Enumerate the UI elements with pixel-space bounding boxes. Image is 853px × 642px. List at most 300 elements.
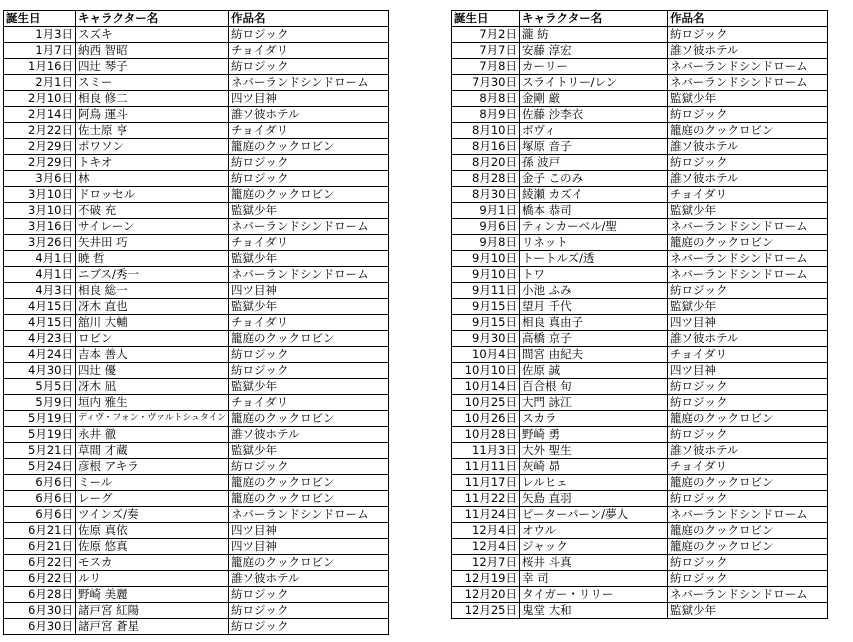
work-cell: 誰ソ彼ホテル: [228, 107, 388, 123]
birthday-cell: 2月1日: [4, 75, 76, 91]
birthday-cell: 10月14日: [452, 379, 520, 395]
character-cell: 暁 哲: [76, 251, 229, 267]
character-cell: 四辻 優: [76, 363, 229, 379]
work-cell: 監獄少年: [668, 203, 828, 219]
birthday-cell: 9月30日: [452, 331, 520, 347]
character-cell: ドロッセル: [76, 187, 229, 203]
table-row: [452, 411, 828, 427]
work-cell: ネバーランドシンドローム: [668, 219, 828, 235]
table-row: [452, 443, 828, 459]
table-row: [4, 411, 389, 427]
birthday-cell: 6月28日: [4, 587, 76, 603]
character-cell: 林: [76, 171, 229, 187]
work-cell: ネバーランドシンドローム: [668, 75, 828, 91]
work-cell: 誰ソ彼ホテル: [668, 331, 828, 347]
table-row: [452, 267, 828, 283]
work-cell: 紡ロジック: [668, 395, 828, 411]
work-cell: 誰ソ彼ホテル: [668, 43, 828, 59]
header-date: 誕生日: [4, 11, 76, 27]
character-cell: ジャック: [520, 539, 668, 555]
birthday-cell: 8月30日: [452, 187, 520, 203]
character-cell: スミー: [76, 75, 229, 91]
work-cell: ネバーランドシンドローム: [668, 587, 828, 603]
character-cell: 孫 波戸: [520, 155, 668, 171]
birthday-cell: 8月28日: [452, 171, 520, 187]
character-cell: トワ: [520, 267, 668, 283]
work-cell: ネバーランドシンドローム: [228, 267, 388, 283]
birthday-cell: 7月30日: [452, 75, 520, 91]
birthday-cell: 10月25日: [452, 395, 520, 411]
birthday-cell: 9月10日: [452, 267, 520, 283]
character-cell: 冴木 凪: [76, 379, 229, 395]
work-cell: 紡ロジック: [228, 171, 388, 187]
work-cell: 籠庭のクックロビン: [668, 539, 828, 555]
birthday-cell: 11月17日: [452, 475, 520, 491]
character-cell: レルヒェ: [520, 475, 668, 491]
birthday-cell: 11月24日: [452, 507, 520, 523]
character-cell: 納西 智昭: [76, 43, 229, 59]
birthday-cell: 6月6日: [4, 475, 76, 491]
table-row: [452, 347, 828, 363]
birthday-cell: 6月22日: [4, 555, 76, 571]
birthday-cell: 4月1日: [4, 267, 76, 283]
table-row: [4, 459, 389, 475]
table-row: [452, 363, 828, 379]
table-row: [4, 123, 389, 139]
work-cell: 監獄少年: [228, 251, 388, 267]
birthday-cell: 5月19日: [4, 411, 76, 427]
birthday-cell: 11月11日: [452, 459, 520, 475]
work-cell: ネバーランドシンドローム: [668, 59, 828, 75]
birthday-cell: 8月8日: [452, 91, 520, 107]
birthday-cell: 4月3日: [4, 283, 76, 299]
character-cell: 金剛 厳: [520, 91, 668, 107]
character-cell: 矢井田 巧: [76, 235, 229, 251]
table-row: [4, 555, 389, 571]
work-cell: 紡ロジック: [668, 427, 828, 443]
character-cell: 望月 千代: [520, 299, 668, 315]
table-row: [4, 139, 389, 155]
table-row: [452, 91, 828, 107]
work-cell: 四ツ目神: [228, 539, 388, 555]
character-cell: 舘川 大輔: [76, 315, 229, 331]
work-cell: 籠庭のクックロビン: [668, 411, 828, 427]
work-cell: 監獄少年: [228, 379, 388, 395]
birthday-cell: 6月21日: [4, 539, 76, 555]
work-cell: ネバーランドシンドローム: [668, 251, 828, 267]
character-cell: 安藤 淳宏: [520, 43, 668, 59]
character-cell: 佐原 悠真: [76, 539, 229, 555]
work-cell: 誰ソ彼ホテル: [228, 571, 388, 587]
character-cell: 野崎 勇: [520, 427, 668, 443]
birthday-cell: 4月24日: [4, 347, 76, 363]
birthday-cell: 3月10日: [4, 203, 76, 219]
birthday-cell: 12月25日: [452, 603, 520, 619]
character-cell: スズキ: [76, 27, 229, 43]
work-cell: 籠庭のクックロビン: [668, 235, 828, 251]
work-cell: ネバーランドシンドローム: [228, 75, 388, 91]
character-cell: 野崎 美麗: [76, 587, 229, 603]
work-cell: 紡ロジック: [228, 27, 388, 43]
header-row: [4, 11, 389, 27]
birthday-cell: 9月10日: [452, 251, 520, 267]
header-date: 誕生日: [452, 11, 520, 27]
table-row: [452, 187, 828, 203]
character-cell: 草間 才蔵: [76, 443, 229, 459]
birthday-cell: 7月7日: [452, 43, 520, 59]
birthday-cell: 2月10日: [4, 91, 76, 107]
birthday-cell: 8月16日: [452, 139, 520, 155]
character-cell: 永井 徹: [76, 427, 229, 443]
table-row: [4, 27, 389, 43]
birthday-cell: 7月8日: [452, 59, 520, 75]
work-cell: チョイダリ: [228, 123, 388, 139]
character-cell: 灰崎 昴: [520, 459, 668, 475]
birthday-cell: 8月10日: [452, 123, 520, 139]
birthday-cell: 5月19日: [4, 427, 76, 443]
birthday-cell: 5月21日: [4, 443, 76, 459]
table-row: [452, 139, 828, 155]
table-row: [4, 619, 389, 635]
character-cell: 諸戸宮 蒼星: [76, 619, 229, 635]
birthday-cell: 12月7日: [452, 555, 520, 571]
birthday-cell: 12月4日: [452, 539, 520, 555]
birthday-cell: 11月3日: [452, 443, 520, 459]
table-row: [4, 235, 389, 251]
character-cell: レーグ: [76, 491, 229, 507]
character-cell: 相良 真由子: [520, 315, 668, 331]
character-cell: 佐原 誠: [520, 363, 668, 379]
work-cell: 籠庭のクックロビン: [228, 555, 388, 571]
work-cell: 紡ロジック: [228, 603, 388, 619]
table-row: [4, 539, 389, 555]
character-cell: 橋本 恭司: [520, 203, 668, 219]
character-cell: トートルズ/透: [520, 251, 668, 267]
work-cell: 紡ロジック: [668, 491, 828, 507]
work-cell: チョイダリ: [668, 347, 828, 363]
work-cell: 四ツ目神: [228, 91, 388, 107]
birthday-cell: 1月7日: [4, 43, 76, 59]
birthday-cell: 8月20日: [452, 155, 520, 171]
birthday-table-right: [451, 10, 828, 619]
table-row: [4, 107, 389, 123]
header-row: [452, 11, 828, 27]
character-cell: ポワソン: [76, 139, 229, 155]
work-cell: 紡ロジック: [228, 59, 388, 75]
birthday-cell: 6月6日: [4, 491, 76, 507]
table-row: [452, 235, 828, 251]
work-cell: 四ツ目神: [668, 315, 828, 331]
work-cell: チョイダリ: [668, 187, 828, 203]
table-row: [452, 219, 828, 235]
work-cell: 監獄少年: [668, 91, 828, 107]
work-cell: 紡ロジック: [668, 555, 828, 571]
character-cell: ツインズ/奏: [76, 507, 229, 523]
table-row: [4, 491, 389, 507]
work-cell: 誰ソ彼ホテル: [668, 139, 828, 155]
birthday-cell: 2月29日: [4, 139, 76, 155]
birthday-cell: 6月30日: [4, 603, 76, 619]
work-cell: 籠庭のクックロビン: [668, 523, 828, 539]
character-cell: 間宮 由紀夫: [520, 347, 668, 363]
table-row: [4, 43, 389, 59]
table-row: [4, 299, 389, 315]
table-row: [4, 171, 389, 187]
work-cell: 籠庭のクックロビン: [668, 123, 828, 139]
birthday-cell: 3月26日: [4, 235, 76, 251]
work-cell: 籠庭のクックロビン: [228, 331, 388, 347]
table-row: [452, 571, 828, 587]
table-row: [452, 123, 828, 139]
work-cell: 紡ロジック: [668, 107, 828, 123]
table-row: [4, 523, 389, 539]
birthday-cell: 9月11日: [452, 283, 520, 299]
work-cell: 紡ロジック: [228, 619, 388, 635]
birthday-cell: 6月22日: [4, 571, 76, 587]
birthday-cell: 8月9日: [452, 107, 520, 123]
table-row: [452, 539, 828, 555]
character-cell: 吉本 善人: [76, 347, 229, 363]
table-row: [4, 427, 389, 443]
character-cell: 阿鳥 運斗: [76, 107, 229, 123]
character-cell: ニブス/秀一: [76, 267, 229, 283]
birthday-cell: 3月10日: [4, 187, 76, 203]
character-cell: ルリ: [76, 571, 229, 587]
table-row: [452, 75, 828, 91]
character-cell: 高橋 京子: [520, 331, 668, 347]
table-row: [4, 475, 389, 491]
character-cell: 矢島 直羽: [520, 491, 668, 507]
birthday-cell: 3月16日: [4, 219, 76, 235]
table-row: [4, 507, 389, 523]
character-cell: 四辻 琴子: [76, 59, 229, 75]
work-cell: 紡ロジック: [228, 587, 388, 603]
work-cell: 籠庭のクックロビン: [228, 411, 388, 427]
table-row: [4, 603, 389, 619]
character-cell: ティンカーベル/聖: [520, 219, 668, 235]
birthday-cell: 2月22日: [4, 123, 76, 139]
character-cell: タイガー・リリー: [520, 587, 668, 603]
birthday-cell: 5月9日: [4, 395, 76, 411]
work-cell: 紡ロジック: [668, 379, 828, 395]
table-row: [452, 587, 828, 603]
birthday-cell: 2月14日: [4, 107, 76, 123]
table-row: [4, 251, 389, 267]
character-cell: ロビン: [76, 331, 229, 347]
birthday-cell: 12月4日: [452, 523, 520, 539]
character-cell: スライトリー/レン: [520, 75, 668, 91]
work-cell: 紡ロジック: [668, 27, 828, 43]
work-cell: 四ツ目神: [228, 523, 388, 539]
birthday-cell: 4月30日: [4, 363, 76, 379]
birthday-cell: 1月3日: [4, 27, 76, 43]
work-cell: 紡ロジック: [668, 571, 828, 587]
work-cell: 籠庭のクックロビン: [228, 139, 388, 155]
birthday-cell: 12月20日: [452, 587, 520, 603]
work-cell: 監獄少年: [228, 203, 388, 219]
header-character: キャラクター名: [520, 11, 668, 27]
work-cell: ネバーランドシンドローム: [228, 507, 388, 523]
table-row: [4, 59, 389, 75]
birthday-cell: 5月5日: [4, 379, 76, 395]
table-row: [452, 331, 828, 347]
table-row: [4, 155, 389, 171]
character-cell: ピーターパーン/夢人: [520, 507, 668, 523]
table-row: [452, 203, 828, 219]
table-row: [452, 379, 828, 395]
character-cell: 小池 ふみ: [520, 283, 668, 299]
birthday-cell: 9月1日: [452, 203, 520, 219]
character-cell: ディヴ・フォン・ヴァルトシュタイン: [76, 411, 229, 427]
character-cell: トキオ: [76, 155, 229, 171]
table-row: [452, 491, 828, 507]
birthday-cell: 11月22日: [452, 491, 520, 507]
character-cell: 相良 修二: [76, 91, 229, 107]
table-row: [4, 187, 389, 203]
birthday-cell: 9月15日: [452, 315, 520, 331]
character-cell: 彦根 アキラ: [76, 459, 229, 475]
work-cell: チョイダリ: [228, 315, 388, 331]
birthday-cell: 10月28日: [452, 427, 520, 443]
birthday-cell: 4月15日: [4, 299, 76, 315]
birthday-cell: 3月6日: [4, 171, 76, 187]
work-cell: ネバーランドシンドローム: [668, 507, 828, 523]
birthday-cell: 9月15日: [452, 299, 520, 315]
work-cell: 四ツ目神: [228, 283, 388, 299]
table-row: [4, 379, 389, 395]
birthday-cell: 6月6日: [4, 507, 76, 523]
table-row: [4, 219, 389, 235]
character-cell: 大外 聖生: [520, 443, 668, 459]
character-cell: 佐原 真依: [76, 523, 229, 539]
character-cell: 瀧 紡: [520, 27, 668, 43]
work-cell: 紡ロジック: [228, 347, 388, 363]
table-row: [452, 107, 828, 123]
table-row: [4, 91, 389, 107]
character-cell: 桜井 斗真: [520, 555, 668, 571]
character-cell: 金子 このみ: [520, 171, 668, 187]
table-row: [4, 347, 389, 363]
birthday-table-left: [3, 10, 389, 635]
birthday-cell: 9月8日: [452, 235, 520, 251]
character-cell: 塚原 音子: [520, 139, 668, 155]
work-cell: チョイダリ: [228, 43, 388, 59]
character-cell: 佐士原 亨: [76, 123, 229, 139]
table-row: [4, 363, 389, 379]
character-cell: カーリー: [520, 59, 668, 75]
work-cell: チョイダリ: [228, 235, 388, 251]
work-cell: 紡ロジック: [668, 283, 828, 299]
table-row: [4, 75, 389, 91]
work-cell: 籠庭のクックロビン: [668, 475, 828, 491]
birthday-cell: 4月23日: [4, 331, 76, 347]
table-row: [452, 555, 828, 571]
table-row: [452, 475, 828, 491]
table-row: [452, 603, 828, 619]
character-cell: サイレーン: [76, 219, 229, 235]
birthday-cell: 7月2日: [452, 27, 520, 43]
character-cell: 相良 総一: [76, 283, 229, 299]
work-cell: 籠庭のクックロビン: [228, 491, 388, 507]
birthday-cell: 4月1日: [4, 251, 76, 267]
table-row: [452, 427, 828, 443]
table-row: [4, 283, 389, 299]
table-row: [4, 315, 389, 331]
table-row: [452, 315, 828, 331]
work-cell: 籠庭のクックロビン: [228, 187, 388, 203]
work-cell: 紡ロジック: [668, 155, 828, 171]
birthday-cell: 10月26日: [452, 411, 520, 427]
table-row: [4, 203, 389, 219]
header-work: 作品名: [228, 11, 388, 27]
character-cell: 諸戸宮 紅陽: [76, 603, 229, 619]
table-row: [4, 587, 389, 603]
table-row: [4, 443, 389, 459]
table-row: [452, 299, 828, 315]
character-cell: 佐藤 沙李衣: [520, 107, 668, 123]
work-cell: 誰ソ彼ホテル: [228, 427, 388, 443]
character-cell: リネット: [520, 235, 668, 251]
character-cell: 綾瀬 カズイ: [520, 187, 668, 203]
character-cell: 冴木 直也: [76, 299, 229, 315]
character-cell: ボヴィ: [520, 123, 668, 139]
table-row: [452, 283, 828, 299]
table-row: [4, 267, 389, 283]
table-row: [452, 459, 828, 475]
table-row: [452, 523, 828, 539]
table-row: [4, 331, 389, 347]
table-row: [452, 27, 828, 43]
work-cell: ネバーランドシンドローム: [228, 219, 388, 235]
work-cell: 監獄少年: [228, 299, 388, 315]
table-row: [4, 395, 389, 411]
table-row: [452, 507, 828, 523]
table-row: [452, 395, 828, 411]
birthday-cell: 10月10日: [452, 363, 520, 379]
birthday-cell: 5月24日: [4, 459, 76, 475]
work-cell: 監獄少年: [228, 443, 388, 459]
character-cell: 不破 充: [76, 203, 229, 219]
character-cell: 大門 詠江: [520, 395, 668, 411]
work-cell: チョイダリ: [668, 459, 828, 475]
work-cell: 四ツ目神: [668, 363, 828, 379]
work-cell: 誰ソ彼ホテル: [668, 171, 828, 187]
birthday-cell: 10月4日: [452, 347, 520, 363]
header-work: 作品名: [668, 11, 828, 27]
table-row: [452, 43, 828, 59]
birthday-cell: 6月30日: [4, 619, 76, 635]
character-cell: 垣内 雅生: [76, 395, 229, 411]
header-character: キャラクター名: [76, 11, 229, 27]
birthday-cell: 2月29日: [4, 155, 76, 171]
work-cell: ネバーランドシンドローム: [668, 267, 828, 283]
work-cell: 誰ソ彼ホテル: [668, 443, 828, 459]
work-cell: 監獄少年: [668, 299, 828, 315]
birthday-cell: 4月15日: [4, 315, 76, 331]
birthday-cell: 12月19日: [452, 571, 520, 587]
table-row: [452, 155, 828, 171]
birthday-cell: 1月16日: [4, 59, 76, 75]
work-cell: 紡ロジック: [228, 459, 388, 475]
table-row: [4, 571, 389, 587]
work-cell: 監獄少年: [668, 603, 828, 619]
character-cell: 百合根 旬: [520, 379, 668, 395]
birthday-cell: 6月21日: [4, 523, 76, 539]
work-cell: 籠庭のクックロビン: [228, 475, 388, 491]
work-cell: 紡ロジック: [228, 155, 388, 171]
birthday-cell: 9月6日: [452, 219, 520, 235]
table-row: [452, 251, 828, 267]
